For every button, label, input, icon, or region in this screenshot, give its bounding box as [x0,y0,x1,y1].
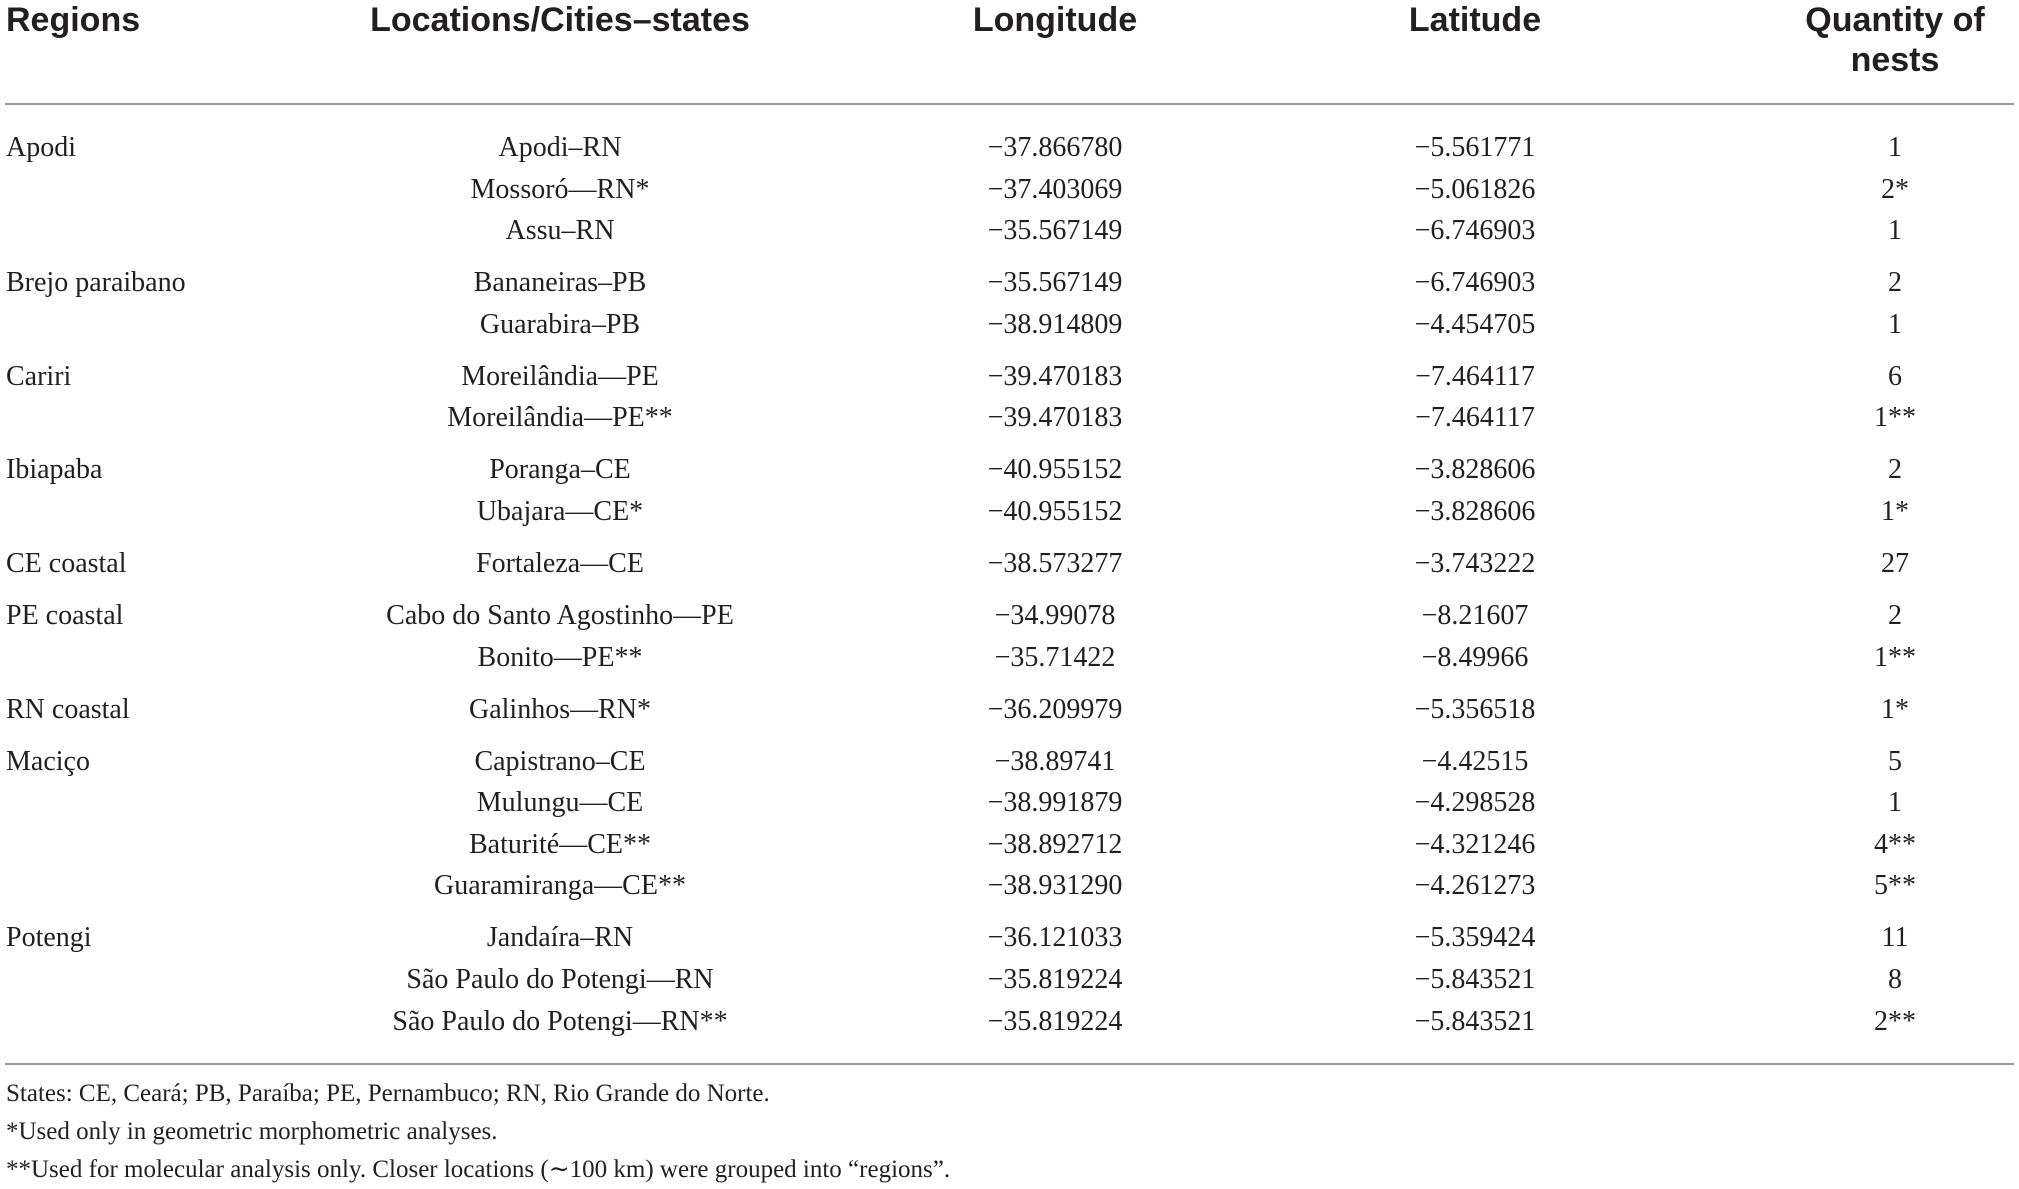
header-locations: Locations/Cities–states [370,1,750,39]
region-label: RN coastal [6,693,130,725]
table-header [0,0,2019,104]
longitude-cell: −35.567149 [987,215,1123,247]
location-cell: Ubajara—CE* [476,496,644,527]
latitude-cell: −4.454705 [1414,308,1536,340]
quantity-cell: 2** [1874,1005,1916,1037]
region-label: PE coastal [6,600,124,631]
quantity-cell: 1 [1888,308,1902,340]
latitude-cell: −4.42515 [1421,745,1529,777]
location-cell: Cabo do Santo Agostinho—PE [386,600,734,631]
quantity-cell: 8 [1888,964,1902,995]
quantity-cell: 1** [1874,641,1916,673]
latitude-cell: −5.843521 [1414,1005,1536,1037]
latitude-cell: −4.298528 [1414,787,1536,819]
longitude-cell: −38.931290 [987,870,1123,902]
longitude-cell: −35.567149 [987,267,1123,299]
region-label: Potengi [6,922,92,954]
longitude-cell: −34.99078 [994,600,1116,631]
quantity-cell: 2 [1888,454,1902,486]
quantity-cell: 5** [1874,870,1916,902]
header-longitude: Longitude [972,1,1138,39]
quantity-cell: 1 [1888,132,1902,163]
location-cell: Baturité—CE** [469,828,651,860]
longitude-cell: −36.121033 [987,922,1123,954]
location-cell: Moreilândia—PE [461,360,659,392]
quantity-cell: 1** [1874,402,1916,434]
longitude-cell: −36.209979 [987,693,1123,725]
latitude-cell: −5.356518 [1414,693,1536,725]
location-cell: Assu–RN [505,215,615,247]
region-label: Cariri [6,360,72,392]
region-label: Ibiapaba [6,454,103,486]
longitude-cell: −40.955152 [987,496,1123,527]
location-cell: Capistrano–CE [474,745,646,777]
quantity-cell: 1* [1881,693,1909,725]
location-cell: Guaramiranga—CE** [434,870,686,902]
latitude-cell: −4.261273 [1414,870,1536,902]
longitude-cell: −38.991879 [987,787,1123,819]
latitude-cell: −6.746903 [1414,267,1536,299]
quantity-cell: 5 [1888,745,1902,777]
latitude-cell: −7.464117 [1415,402,1535,434]
longitude-cell: −39.470183 [987,360,1123,392]
footnote-states: States: CE, Ceará; PB, Paraíba; PE, Pernambuco; RN, Rio Grande do Norte. [6,1080,770,1107]
longitude-cell: −38.89741 [994,745,1116,777]
location-cell: São Paulo do Potengi—RN** [392,1005,728,1037]
footnote-double-asterisk: **Used for molecular analysis only. Closer locations (∼100 km) were grouped into “regions”. [6,1156,951,1183]
latitude-cell: −6.746903 [1414,215,1536,247]
longitude-cell: −39.470183 [987,402,1123,434]
latitude-cell: −7.464117 [1415,360,1535,392]
latitude-cell: −3.828606 [1414,454,1536,486]
location-cell: Moreilândia—PE** [447,402,673,434]
region-label: Maciço [6,745,90,777]
quantity-cell: 27 [1881,548,1909,579]
latitude-cell: −3.743222 [1414,548,1536,579]
header-latitude: Latitude [1408,1,1542,39]
quantity-cell: 1 [1888,787,1902,819]
quantity-cell: 2 [1888,267,1902,299]
latitude-cell: −8.49966 [1421,641,1529,673]
region-label: Brejo paraibano [6,267,186,299]
header-quantity-line1: Quantity of [1805,1,1985,39]
latitude-cell: −5.359424 [1414,922,1536,954]
latitude-cell: −3.828606 [1414,496,1536,527]
latitude-cell: −5.843521 [1414,964,1536,995]
longitude-cell: −38.573277 [987,548,1123,579]
location-cell: Poranga–CE [489,454,631,486]
location-cell: Guarabira–PB [479,308,641,340]
quantity-cell: 2* [1881,173,1909,205]
quantity-cell: 4** [1874,828,1916,860]
longitude-cell: −35.71422 [994,641,1116,673]
location-cell: Jandaíra–RN [486,922,634,954]
quantity-cell: 6 [1888,360,1902,392]
region-label: CE coastal [6,548,127,579]
latitude-cell: −5.561771 [1414,132,1536,163]
quantity-cell: 1 [1888,215,1902,247]
longitude-cell: −35.819224 [987,964,1123,995]
quantity-cell: 1* [1881,496,1909,527]
location-cell: Mulungu—CE [476,787,644,819]
latitude-cell: −4.321246 [1414,828,1536,860]
longitude-cell: −37.866780 [987,132,1123,163]
quantity-cell: 11 [1881,922,1909,954]
location-cell: Apodi–RN [498,132,622,163]
location-cell: São Paulo do Potengi—RN [406,964,714,995]
location-cell: Galinhos—RN* [469,693,651,725]
latitude-cell: −5.061826 [1414,173,1536,205]
longitude-cell: −40.955152 [987,454,1123,486]
longitude-cell: −37.403069 [987,173,1123,205]
longitude-cell: −38.914809 [987,308,1123,340]
latitude-cell: −8.21607 [1421,600,1529,631]
location-cell: Fortaleza—CE [476,548,644,579]
longitude-cell: −38.892712 [987,828,1123,860]
longitude-cell: −35.819224 [987,1005,1123,1037]
region-label: Apodi [6,132,76,163]
header-rule [5,103,2014,105]
footnote-single-asterisk: *Used only in geometric morphometric analyses. [6,1118,498,1145]
header-regions: Regions [6,1,141,39]
header-quantity-line2: nests [1850,41,1940,79]
quantity-cell: 2 [1888,600,1902,631]
location-cell: Mossoró—RN* [470,173,650,205]
location-cell: Bananeiras–PB [473,267,647,299]
bottom-rule [5,1063,2014,1065]
location-cell: Bonito—PE** [477,641,643,673]
